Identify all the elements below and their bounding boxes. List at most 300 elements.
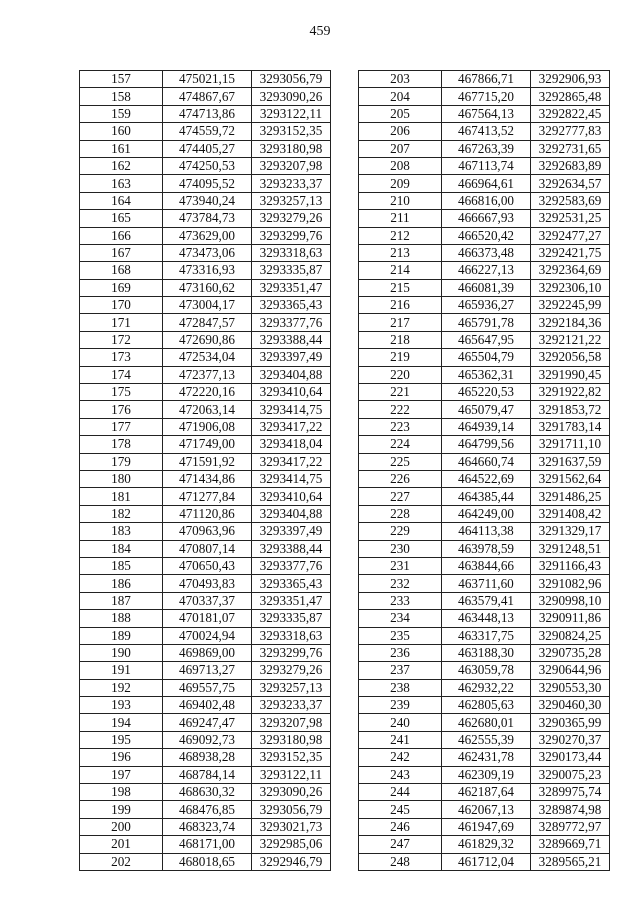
table-row — [359, 384, 610, 401]
point-number-cell: 165 — [80, 210, 163, 227]
x-coordinate-cell: 468938,28 — [163, 749, 252, 766]
point-number-cell: 180 — [80, 470, 163, 487]
point-number-cell: 177 — [80, 418, 163, 435]
table-row — [80, 297, 331, 314]
table-row — [359, 610, 610, 627]
x-coordinate-cell: 463978,59 — [442, 540, 531, 557]
table-row — [80, 401, 331, 418]
y-coordinate-cell: 3291922,82 — [531, 384, 610, 401]
x-coordinate-cell: 469869,00 — [163, 644, 252, 661]
y-coordinate-cell: 3289975,74 — [531, 784, 610, 801]
point-number-cell: 204 — [359, 88, 442, 105]
y-coordinate-cell: 3291486,25 — [531, 488, 610, 505]
table-row — [80, 175, 331, 192]
y-coordinate-cell: 3291408,42 — [531, 505, 610, 522]
x-coordinate-cell: 468018,65 — [163, 853, 252, 870]
y-coordinate-cell: 3292306,10 — [531, 279, 610, 296]
table-row — [80, 662, 331, 679]
x-coordinate-cell: 471749,00 — [163, 436, 252, 453]
point-number-cell: 244 — [359, 784, 442, 801]
x-coordinate-cell: 464660,74 — [442, 453, 531, 470]
point-number-cell: 179 — [80, 453, 163, 470]
x-coordinate-cell: 463188,30 — [442, 644, 531, 661]
table-row — [359, 697, 610, 714]
table-row — [359, 366, 610, 383]
x-coordinate-cell: 472847,57 — [163, 314, 252, 331]
y-coordinate-cell: 3293351,47 — [252, 279, 331, 296]
table-row — [359, 679, 610, 696]
y-coordinate-cell: 3293388,44 — [252, 331, 331, 348]
x-coordinate-cell: 465362,31 — [442, 366, 531, 383]
table-row — [359, 662, 610, 679]
table-row — [80, 575, 331, 592]
point-number-cell: 246 — [359, 818, 442, 835]
x-coordinate-cell: 473473,06 — [163, 244, 252, 261]
x-coordinate-cell: 463844,66 — [442, 557, 531, 574]
table-row — [359, 540, 610, 557]
y-coordinate-cell: 3293351,47 — [252, 592, 331, 609]
x-coordinate-cell: 469402,48 — [163, 697, 252, 714]
point-number-cell: 206 — [359, 123, 442, 140]
table-row — [80, 853, 331, 870]
point-number-cell: 248 — [359, 853, 442, 870]
point-number-cell: 219 — [359, 349, 442, 366]
y-coordinate-cell: 3293122,11 — [252, 766, 331, 783]
table-row — [359, 71, 610, 88]
table-row — [359, 436, 610, 453]
table-row — [359, 627, 610, 644]
table-row — [80, 488, 331, 505]
x-coordinate-cell: 465504,79 — [442, 349, 531, 366]
table-row — [359, 331, 610, 348]
point-number-cell: 220 — [359, 366, 442, 383]
point-number-cell: 166 — [80, 227, 163, 244]
x-coordinate-cell: 472534,04 — [163, 349, 252, 366]
y-coordinate-cell: 3293397,49 — [252, 523, 331, 540]
point-number-cell: 174 — [80, 366, 163, 383]
x-coordinate-cell: 470337,37 — [163, 592, 252, 609]
x-coordinate-cell: 473160,62 — [163, 279, 252, 296]
point-number-cell: 163 — [80, 175, 163, 192]
table-row — [359, 88, 610, 105]
y-coordinate-cell: 3293056,79 — [252, 801, 331, 818]
x-coordinate-cell: 471277,84 — [163, 488, 252, 505]
table-row — [80, 279, 331, 296]
table-row — [80, 697, 331, 714]
point-number-cell: 183 — [80, 523, 163, 540]
point-number-cell: 173 — [80, 349, 163, 366]
x-coordinate-cell: 475021,15 — [163, 71, 252, 88]
y-coordinate-cell: 3292121,22 — [531, 331, 610, 348]
point-number-cell: 208 — [359, 157, 442, 174]
point-number-cell: 202 — [80, 853, 163, 870]
point-number-cell: 211 — [359, 210, 442, 227]
x-coordinate-cell: 472220,16 — [163, 384, 252, 401]
table-row — [359, 297, 610, 314]
x-coordinate-cell: 462187,64 — [442, 784, 531, 801]
table-row — [80, 470, 331, 487]
table-row — [359, 575, 610, 592]
x-coordinate-cell: 467113,74 — [442, 157, 531, 174]
point-number-cell: 197 — [80, 766, 163, 783]
table-row — [80, 557, 331, 574]
point-number-cell: 236 — [359, 644, 442, 661]
point-number-cell: 245 — [359, 801, 442, 818]
y-coordinate-cell: 3293207,98 — [252, 714, 331, 731]
x-coordinate-cell: 463579,41 — [442, 592, 531, 609]
table-row — [359, 766, 610, 783]
x-coordinate-cell: 463448,13 — [442, 610, 531, 627]
point-number-cell: 240 — [359, 714, 442, 731]
y-coordinate-cell: 3293122,11 — [252, 105, 331, 122]
x-coordinate-cell: 474713,86 — [163, 105, 252, 122]
y-coordinate-cell: 3293418,04 — [252, 436, 331, 453]
y-coordinate-cell: 3293388,44 — [252, 540, 331, 557]
point-number-cell: 193 — [80, 697, 163, 714]
y-coordinate-cell: 3293335,87 — [252, 610, 331, 627]
x-coordinate-cell: 462555,39 — [442, 731, 531, 748]
table-row — [80, 244, 331, 261]
point-number-cell: 228 — [359, 505, 442, 522]
y-coordinate-cell: 3291711,10 — [531, 436, 610, 453]
y-coordinate-cell: 3290270,37 — [531, 731, 610, 748]
y-coordinate-cell: 3292184,36 — [531, 314, 610, 331]
y-coordinate-cell: 3293152,35 — [252, 123, 331, 140]
table-row — [359, 523, 610, 540]
point-number-cell: 229 — [359, 523, 442, 540]
x-coordinate-cell: 470493,83 — [163, 575, 252, 592]
x-coordinate-cell: 462932,22 — [442, 679, 531, 696]
x-coordinate-cell: 466520,42 — [442, 227, 531, 244]
y-coordinate-cell: 3293318,63 — [252, 244, 331, 261]
y-coordinate-cell: 3291783,14 — [531, 418, 610, 435]
point-number-cell: 187 — [80, 592, 163, 609]
table-row — [80, 679, 331, 696]
y-coordinate-cell: 3290365,99 — [531, 714, 610, 731]
page-number: 459 — [309, 24, 331, 39]
point-number-cell: 189 — [80, 627, 163, 644]
point-number-cell: 216 — [359, 297, 442, 314]
y-coordinate-cell: 3291166,43 — [531, 557, 610, 574]
point-number-cell: 164 — [80, 192, 163, 209]
table-row — [359, 557, 610, 574]
y-coordinate-cell: 3293090,26 — [252, 784, 331, 801]
x-coordinate-cell: 470650,43 — [163, 557, 252, 574]
x-coordinate-cell: 466964,61 — [442, 175, 531, 192]
table-row — [359, 731, 610, 748]
y-coordinate-cell: 3292777,83 — [531, 123, 610, 140]
table-row — [80, 731, 331, 748]
point-number-cell: 242 — [359, 749, 442, 766]
table-row — [80, 157, 331, 174]
y-coordinate-cell: 3290075,23 — [531, 766, 610, 783]
point-number-cell: 162 — [80, 157, 163, 174]
x-coordinate-cell: 474559,72 — [163, 123, 252, 140]
x-coordinate-cell: 465220,53 — [442, 384, 531, 401]
table-row — [359, 418, 610, 435]
x-coordinate-cell: 461947,69 — [442, 818, 531, 835]
x-coordinate-cell: 467564,13 — [442, 105, 531, 122]
y-coordinate-cell: 3290553,30 — [531, 679, 610, 696]
table-row — [80, 749, 331, 766]
table-row — [359, 853, 610, 870]
point-number-cell: 234 — [359, 610, 442, 627]
point-number-cell: 207 — [359, 140, 442, 157]
point-number-cell: 161 — [80, 140, 163, 157]
y-coordinate-cell: 3292531,25 — [531, 210, 610, 227]
table-row — [80, 836, 331, 853]
x-coordinate-cell: 461712,04 — [442, 853, 531, 870]
point-number-cell: 182 — [80, 505, 163, 522]
point-number-cell: 205 — [359, 105, 442, 122]
y-coordinate-cell: 3293318,63 — [252, 627, 331, 644]
table-row — [80, 227, 331, 244]
x-coordinate-cell: 463317,75 — [442, 627, 531, 644]
point-number-cell: 168 — [80, 262, 163, 279]
table-row — [359, 453, 610, 470]
y-coordinate-cell: 3293414,75 — [252, 470, 331, 487]
table-row — [359, 279, 610, 296]
point-number-cell: 214 — [359, 262, 442, 279]
x-coordinate-cell: 474405,27 — [163, 140, 252, 157]
y-coordinate-cell: 3290824,25 — [531, 627, 610, 644]
x-coordinate-cell: 463711,60 — [442, 575, 531, 592]
point-number-cell: 157 — [80, 71, 163, 88]
y-coordinate-cell: 3291853,72 — [531, 401, 610, 418]
point-number-cell: 169 — [80, 279, 163, 296]
point-number-cell: 224 — [359, 436, 442, 453]
x-coordinate-cell: 464799,56 — [442, 436, 531, 453]
y-coordinate-cell: 3292364,69 — [531, 262, 610, 279]
y-coordinate-cell: 3293365,43 — [252, 575, 331, 592]
x-coordinate-cell: 464113,38 — [442, 523, 531, 540]
y-coordinate-cell: 3290173,44 — [531, 749, 610, 766]
x-coordinate-cell: 474250,53 — [163, 157, 252, 174]
x-coordinate-cell: 469247,47 — [163, 714, 252, 731]
table-row — [80, 453, 331, 470]
point-number-cell: 247 — [359, 836, 442, 853]
table-row — [80, 140, 331, 157]
point-number-cell: 225 — [359, 453, 442, 470]
table-row — [80, 644, 331, 661]
y-coordinate-cell: 3293377,76 — [252, 557, 331, 574]
point-number-cell: 212 — [359, 227, 442, 244]
point-number-cell: 232 — [359, 575, 442, 592]
y-coordinate-cell: 3293180,98 — [252, 140, 331, 157]
y-coordinate-cell: 3293152,35 — [252, 749, 331, 766]
x-coordinate-cell: 462067,13 — [442, 801, 531, 818]
y-coordinate-cell: 3293279,26 — [252, 210, 331, 227]
table-row — [359, 314, 610, 331]
table-row — [359, 105, 610, 122]
y-coordinate-cell: 3292583,69 — [531, 192, 610, 209]
x-coordinate-cell: 466816,00 — [442, 192, 531, 209]
point-number-cell: 200 — [80, 818, 163, 835]
y-coordinate-cell: 3291990,45 — [531, 366, 610, 383]
y-coordinate-cell: 3290644,96 — [531, 662, 610, 679]
point-number-cell: 172 — [80, 331, 163, 348]
y-coordinate-cell: 3293233,37 — [252, 697, 331, 714]
x-coordinate-cell: 464522,69 — [442, 470, 531, 487]
table-row — [80, 523, 331, 540]
y-coordinate-cell: 3291248,51 — [531, 540, 610, 557]
x-coordinate-cell: 468171,00 — [163, 836, 252, 853]
y-coordinate-cell: 3293090,26 — [252, 88, 331, 105]
point-number-cell: 176 — [80, 401, 163, 418]
point-number-cell: 171 — [80, 314, 163, 331]
x-coordinate-cell: 465791,78 — [442, 314, 531, 331]
y-coordinate-cell: 3292985,06 — [252, 836, 331, 853]
x-coordinate-cell: 470181,07 — [163, 610, 252, 627]
y-coordinate-cell: 3291082,96 — [531, 575, 610, 592]
x-coordinate-cell: 471120,86 — [163, 505, 252, 522]
x-coordinate-cell: 465079,47 — [442, 401, 531, 418]
y-coordinate-cell: 3292683,89 — [531, 157, 610, 174]
y-coordinate-cell: 3293397,49 — [252, 349, 331, 366]
x-coordinate-cell: 472690,86 — [163, 331, 252, 348]
x-coordinate-cell: 461829,32 — [442, 836, 531, 853]
point-number-cell: 188 — [80, 610, 163, 627]
table-row — [359, 140, 610, 157]
point-number-cell: 199 — [80, 801, 163, 818]
point-number-cell: 198 — [80, 784, 163, 801]
point-number-cell: 203 — [359, 71, 442, 88]
point-number-cell: 218 — [359, 331, 442, 348]
table-row — [80, 784, 331, 801]
point-number-cell: 238 — [359, 679, 442, 696]
y-coordinate-cell: 3291329,17 — [531, 523, 610, 540]
point-number-cell: 184 — [80, 540, 163, 557]
x-coordinate-cell: 467715,20 — [442, 88, 531, 105]
x-coordinate-cell: 474867,67 — [163, 88, 252, 105]
x-coordinate-cell: 472063,14 — [163, 401, 252, 418]
point-number-cell: 233 — [359, 592, 442, 609]
point-number-cell: 241 — [359, 731, 442, 748]
y-coordinate-cell: 3290998,10 — [531, 592, 610, 609]
y-coordinate-cell: 3293404,88 — [252, 366, 331, 383]
table-row — [80, 349, 331, 366]
x-coordinate-cell: 473940,24 — [163, 192, 252, 209]
table-row — [80, 627, 331, 644]
y-coordinate-cell: 3293417,22 — [252, 418, 331, 435]
x-coordinate-cell: 471591,92 — [163, 453, 252, 470]
x-coordinate-cell: 466667,93 — [442, 210, 531, 227]
y-coordinate-cell: 3293299,76 — [252, 644, 331, 661]
y-coordinate-cell: 3293233,37 — [252, 175, 331, 192]
point-number-cell: 201 — [80, 836, 163, 853]
y-coordinate-cell: 3292865,48 — [531, 88, 610, 105]
table-row — [80, 714, 331, 731]
x-coordinate-cell: 467866,71 — [442, 71, 531, 88]
point-number-cell: 239 — [359, 697, 442, 714]
table-row — [359, 470, 610, 487]
y-coordinate-cell: 3293414,75 — [252, 401, 331, 418]
y-coordinate-cell: 3290911,86 — [531, 610, 610, 627]
coordinates-table-right — [358, 70, 610, 871]
y-coordinate-cell: 3293056,79 — [252, 71, 331, 88]
point-number-cell: 186 — [80, 575, 163, 592]
table-row — [359, 227, 610, 244]
x-coordinate-cell: 464939,14 — [442, 418, 531, 435]
table-row — [80, 366, 331, 383]
point-number-cell: 158 — [80, 88, 163, 105]
table-row — [359, 644, 610, 661]
y-coordinate-cell: 3293257,13 — [252, 192, 331, 209]
y-coordinate-cell: 3293021,73 — [252, 818, 331, 835]
x-coordinate-cell: 466227,13 — [442, 262, 531, 279]
y-coordinate-cell: 3293410,64 — [252, 488, 331, 505]
x-coordinate-cell: 462680,01 — [442, 714, 531, 731]
x-coordinate-cell: 468323,74 — [163, 818, 252, 835]
y-coordinate-cell: 3293207,98 — [252, 157, 331, 174]
x-coordinate-cell: 464385,44 — [442, 488, 531, 505]
x-coordinate-cell: 466373,48 — [442, 244, 531, 261]
point-number-cell: 209 — [359, 175, 442, 192]
point-number-cell: 235 — [359, 627, 442, 644]
x-coordinate-cell: 471434,86 — [163, 470, 252, 487]
table-row — [80, 592, 331, 609]
x-coordinate-cell: 465936,27 — [442, 297, 531, 314]
y-coordinate-cell: 3289874,98 — [531, 801, 610, 818]
point-number-cell: 167 — [80, 244, 163, 261]
x-coordinate-cell: 472377,13 — [163, 366, 252, 383]
y-coordinate-cell: 3293365,43 — [252, 297, 331, 314]
point-number-cell: 226 — [359, 470, 442, 487]
point-number-cell: 190 — [80, 644, 163, 661]
y-coordinate-cell: 3292245,99 — [531, 297, 610, 314]
point-number-cell: 221 — [359, 384, 442, 401]
x-coordinate-cell: 467413,52 — [442, 123, 531, 140]
y-coordinate-cell: 3292421,75 — [531, 244, 610, 261]
point-number-cell: 237 — [359, 662, 442, 679]
table-row — [80, 192, 331, 209]
table-row — [359, 401, 610, 418]
x-coordinate-cell: 473316,93 — [163, 262, 252, 279]
y-coordinate-cell: 3292477,27 — [531, 227, 610, 244]
y-coordinate-cell: 3292822,45 — [531, 105, 610, 122]
y-coordinate-cell: 3293377,76 — [252, 314, 331, 331]
x-coordinate-cell: 470807,14 — [163, 540, 252, 557]
x-coordinate-cell: 462309,19 — [442, 766, 531, 783]
table-row — [359, 349, 610, 366]
table-row — [80, 105, 331, 122]
y-coordinate-cell: 3289565,21 — [531, 853, 610, 870]
x-coordinate-cell: 469557,75 — [163, 679, 252, 696]
table-row — [80, 262, 331, 279]
y-coordinate-cell: 3290735,28 — [531, 644, 610, 661]
table-row — [359, 505, 610, 522]
point-number-cell: 230 — [359, 540, 442, 557]
x-coordinate-cell: 468784,14 — [163, 766, 252, 783]
table-row — [359, 192, 610, 209]
table-row — [359, 210, 610, 227]
point-number-cell: 195 — [80, 731, 163, 748]
point-number-cell: 160 — [80, 123, 163, 140]
point-number-cell: 175 — [80, 384, 163, 401]
point-number-cell: 192 — [80, 679, 163, 696]
table-row — [359, 714, 610, 731]
table-row — [80, 610, 331, 627]
x-coordinate-cell: 462805,63 — [442, 697, 531, 714]
x-coordinate-cell: 469713,27 — [163, 662, 252, 679]
point-number-cell: 178 — [80, 436, 163, 453]
table-row — [80, 384, 331, 401]
y-coordinate-cell: 3293257,13 — [252, 679, 331, 696]
x-coordinate-cell: 463059,78 — [442, 662, 531, 679]
coordinates-table-left — [79, 70, 331, 871]
y-coordinate-cell: 3292731,65 — [531, 140, 610, 157]
x-coordinate-cell: 466081,39 — [442, 279, 531, 296]
